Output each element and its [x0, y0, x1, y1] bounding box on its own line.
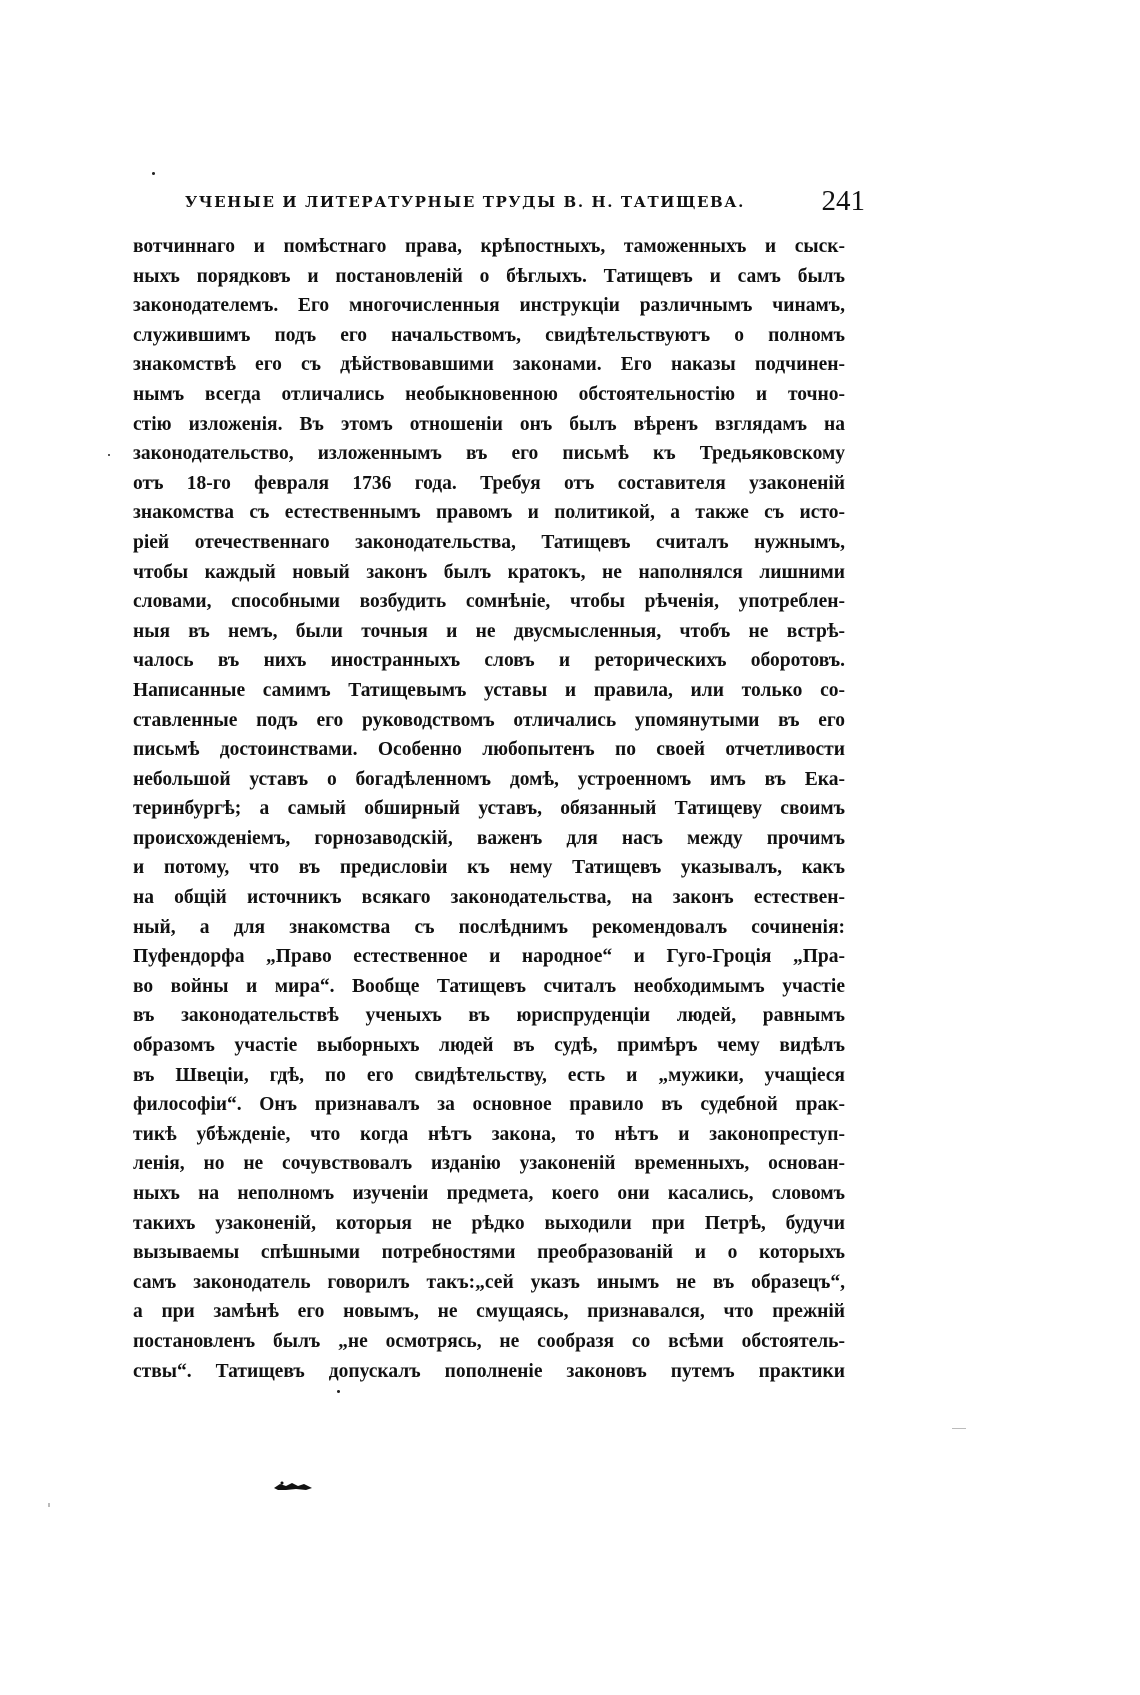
- text-line: теринбургѣ; а самый обширный уставъ, обязанный Татищеву своимъ: [133, 798, 845, 820]
- text-line: законодательство, изложеннымъ въ его письмѣ къ Тредьяковскому: [133, 443, 845, 465]
- printers-ornament-icon: [272, 1480, 314, 1492]
- text-line: ный, а для знакомства съ послѣднимъ рекомендовалъ сочиненія:: [133, 916, 845, 938]
- text-line: небольшой уставъ о богадѣленномъ домѣ, устроенномъ имъ въ Ека-: [133, 768, 845, 790]
- text-line: ставленные подъ его руководствомъ отличались упомянутыми въ его: [133, 709, 845, 731]
- text-line: ныхъ на неполномъ изученіи предмета, коего они касались, словомъ: [133, 1183, 845, 1204]
- text-line: философіи“. Онъ признавалъ за основное правило въ судебной прак-: [133, 1094, 845, 1116]
- running-head-title: УЧЕНЫЕ И ЛИТЕРАТУРНЫЕ ТРУДЫ В. Н. ТАТИЩЕВА.: [185, 193, 745, 211]
- text-line: словами, способными возбудить сомнѣніе, чтобы рѣченія, употреблен-: [133, 591, 845, 613]
- text-line: законодателемъ. Его многочисленныя инструкціи различнымъ чинамъ,: [133, 295, 845, 317]
- text-line: Пуфендорфа „Право естественное и народное“ и Гуго-Гроція „Пра-: [133, 946, 845, 968]
- text-line: Написанные самимъ Татищевымъ уставы и правила, или только со-: [133, 679, 845, 701]
- edge-mark: [952, 1428, 966, 1429]
- text-line: тикѣ убѣжденіе, что когда нѣтъ закона, то нѣтъ и законопреступ-: [133, 1123, 845, 1145]
- ink-speck: [152, 172, 155, 175]
- text-line: въ Швеціи, гдѣ, по его свидѣтельству, есть и „мужики, учащіеся: [133, 1064, 845, 1086]
- text-line: и потому, что въ предисловіи къ нему Татищевъ указывалъ, какъ: [133, 857, 845, 879]
- text-line: самъ законодатель говорилъ такъ:„сей указъ инымъ не въ образецъ“,: [133, 1271, 845, 1293]
- text-line: на общій источникъ всякаго законодательства, на законъ естествен-: [133, 887, 845, 909]
- text-line: ныя въ немъ, были точныя и не двусмысленныя, чтобъ не встрѣ-: [133, 620, 845, 642]
- body-text: [133, 232, 845, 1386]
- text-line: вызываемы спѣшными потребностями преобразованій и о которыхъ: [133, 1242, 845, 1264]
- text-line: образомъ участіе выборныхъ людей въ судѣ, примѣръ чему видѣлъ: [133, 1035, 845, 1057]
- text-line: чалось въ нихъ иностранныхъ словъ и реторическихъ оборотовъ.: [133, 650, 845, 672]
- text-line: ныхъ порядковъ и постановленій о бѣглыхъ. Татищевъ и самъ былъ: [133, 265, 845, 287]
- text-line: письмѣ достоинствами. Особенно любопытенъ по своей отчетливости: [133, 739, 845, 761]
- text-line: а при замѣнѣ его новымъ, не смущаясь, признавался, что прежній: [133, 1301, 845, 1323]
- edge-mark: [48, 1503, 50, 1507]
- text-line: вотчиннаго и помѣстнаго права, крѣпостныхъ, таможенныхъ и сыск-: [133, 236, 845, 257]
- text-line: происхожденіемъ, горнозаводскій, важенъ для насъ между прочимъ: [133, 827, 845, 849]
- text-line: отъ 18-го февраля 1736 года. Требуя отъ составителя узаконеній: [133, 472, 845, 494]
- page-number: 241: [821, 185, 865, 217]
- text-line: знакомствѣ его съ дѣйствовавшими законами. Его наказы подчинен-: [133, 354, 845, 376]
- text-line: ріей отечественнаго законодательства, Татищевъ считалъ нужнымъ,: [133, 531, 845, 553]
- text-line: постановленъ былъ „не осмотрясь, не сообразя со всѣми обстоятель-: [133, 1330, 845, 1352]
- text-line: чтобы каждый новый законъ былъ кратокъ, не наполнялся лишними: [133, 561, 845, 583]
- text-line: ствы“. Татищевъ допускалъ пополненіе законовъ путемъ практики: [133, 1360, 845, 1382]
- text-line: знакомства съ естественнымъ правомъ и политикой, а также съ исто-: [133, 502, 845, 524]
- text-line: служившимъ подъ его начальствомъ, свидѣтельствуютъ о полномъ: [133, 324, 845, 346]
- running-head: [185, 185, 865, 225]
- ink-speck: [337, 1390, 340, 1393]
- text-line: стію изложенія. Въ этомъ отношеніи онъ былъ вѣренъ взглядамъ на: [133, 413, 845, 435]
- text-line: такихъ узаконеній, которыя не рѣдко выходили при Петрѣ, будучи: [133, 1212, 845, 1234]
- text-line: ленія, но не сочувствовалъ изданію узаконеній временныхъ, основан-: [133, 1153, 845, 1175]
- text-line: во войны и мира“. Вообще Татищевъ считалъ необходимымъ участіе: [133, 975, 845, 997]
- text-line: нымъ всегда отличались необыкновенною обстоятельностію и точно-: [133, 383, 845, 405]
- ink-speck: [108, 454, 110, 456]
- text-line: въ законодательствѣ ученыхъ въ юриспруденціи людей, равнымъ: [133, 1005, 845, 1027]
